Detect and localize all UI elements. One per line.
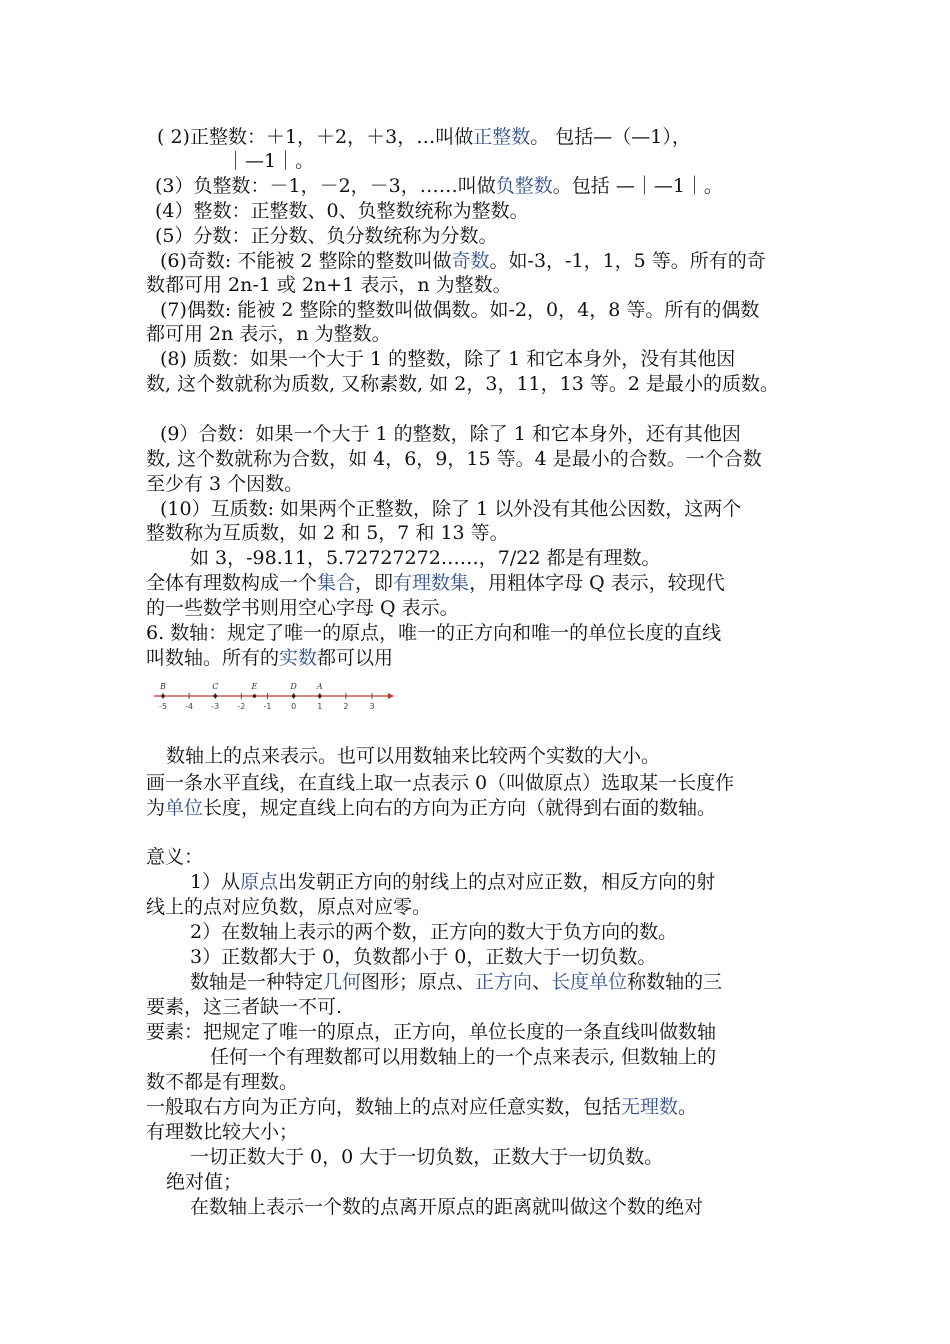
hyperlink[interactable]: 无理数: [621, 1096, 679, 1118]
text-run: 一切正数大于 0，0 大于一切负数，正数大于一切负数。: [190, 1146, 664, 1168]
text-run: 称数轴的三: [627, 971, 723, 993]
hyperlink[interactable]: 正整数: [473, 126, 531, 148]
text-run: 线上的点对应负数，原点对应零。: [146, 896, 432, 918]
line-18: [146, 571, 725, 596]
axis-arrow: [388, 693, 394, 699]
point-marker: [213, 694, 217, 698]
line-16: [146, 521, 509, 546]
tick-label: -1: [263, 702, 272, 711]
text-run: (7)偶数: 能被 2 整除的整数叫做偶数。如-2，0，4，8 等。所有的偶数: [160, 299, 760, 321]
line-8: [160, 298, 759, 323]
line-19: [146, 596, 459, 621]
line-9: [146, 322, 391, 347]
point-label: D: [290, 682, 297, 691]
point-label: C: [212, 682, 219, 691]
text-run: 一般取右方向为正方向，数轴上的点对应任意实数，包括: [146, 1096, 622, 1118]
tick-label: -4: [185, 702, 194, 711]
text-run: 6. 数轴：规定了唯一的原点，唯一的正方向和唯一的单位长度的直线: [146, 622, 722, 644]
text-run: (6)奇数: 不能被 2 整除的整数叫做: [160, 250, 452, 272]
text-run: ( 2)正整数：＋1，＋2，＋3，…叫做: [157, 126, 474, 148]
text-run: 。 包括—（—1），: [530, 126, 691, 148]
text-run: 。包括 —｜—1｜。: [552, 175, 723, 197]
line-5: [155, 224, 498, 249]
text-run: 在数轴上表示一个数的点离开原点的距离就叫做这个数的绝对: [190, 1196, 704, 1218]
text-run: 画一条水平直线，在直线上取一点表示 0（叫做原点）选取某一长度作: [146, 772, 735, 794]
text-run: 都可用 2n 表示，n 为整数。: [146, 323, 391, 345]
line-34: [146, 1070, 298, 1095]
hyperlink[interactable]: 负整数: [495, 175, 553, 197]
line-38: [166, 1170, 242, 1195]
text-run: 。如-3，-1，1，5 等。所有的奇: [489, 250, 766, 272]
point-marker: [318, 694, 322, 698]
line-26: [190, 870, 715, 895]
line-6: [160, 249, 766, 274]
line-14: [146, 472, 303, 497]
line-28: [190, 920, 677, 945]
text-run: 叫数轴。所有的: [146, 647, 280, 669]
text-run: 绝对值；: [166, 1171, 243, 1193]
text-run: 数, 这个数就称为合数，如 4，6，9，15 等。4 是最小的合数。一个合数: [146, 448, 762, 470]
point-label: E: [251, 682, 258, 691]
line-2: [226, 149, 314, 174]
line-31: [146, 995, 342, 1020]
hyperlink[interactable]: 几何: [323, 971, 362, 993]
line-33: [210, 1045, 716, 1070]
tick-label: 1: [317, 702, 323, 711]
text-run: (9）合数：如果一个大于 1 的整数，除了 1 和它本身外，还有其他因: [160, 423, 741, 445]
line-13: [146, 447, 762, 472]
hyperlink[interactable]: 有理数集: [393, 572, 470, 594]
line-20: [146, 621, 721, 646]
line-11: [146, 372, 779, 397]
text-run: 长度，规定直线上向右的方向为正方向（就得到右面的数轴。: [203, 797, 717, 819]
text-run: (10）互质数: 如果两个正整数，除了 1 以外没有其他公因数，这两个: [160, 498, 742, 520]
line-23: [146, 771, 734, 796]
point-marker: [253, 694, 257, 698]
text-run: 的一些数学书则用空心字母 Q 表示。: [146, 597, 459, 619]
text-run: ，即: [355, 572, 394, 594]
text-run: 、: [532, 971, 552, 993]
tick-label: -2: [237, 702, 246, 711]
line-1: [157, 125, 691, 150]
line-21: [146, 646, 393, 671]
line-25: [146, 845, 203, 870]
hyperlink[interactable]: 正方向: [475, 971, 533, 993]
text-run: (5）分数：正分数、负分数统称为分数。: [155, 225, 498, 247]
text-run: 有理数比较大小；: [146, 1121, 299, 1143]
line-24: [146, 796, 716, 821]
text-run: 要素，这三者缺一不可.: [146, 996, 343, 1018]
hyperlink[interactable]: 单位: [165, 797, 204, 819]
number-line-figure: [150, 676, 400, 716]
text-run: ｜—1｜。: [226, 150, 315, 172]
text-run: 2）在数轴上表示的两个数，正方向的数大于负方向的数。: [190, 921, 678, 943]
point-label: A: [316, 682, 323, 691]
text-run: 数轴上的点来表示。也可以用数轴来比较两个实数的大小。: [166, 745, 661, 767]
hyperlink[interactable]: 实数: [279, 647, 318, 669]
line-22: [166, 744, 660, 769]
text-run: 意义：: [146, 846, 204, 868]
text-run: 整数称为互质数，如 2 和 5，7 和 13 等。: [146, 522, 509, 544]
point-marker: [292, 694, 296, 698]
hyperlink[interactable]: 长度单位: [551, 971, 628, 993]
text-run: 要素：把规定了唯一的原点，正方向，单位长度的一条直线叫做数轴: [146, 1021, 717, 1043]
tick-label: 0: [291, 702, 297, 711]
text-run: 1）从: [190, 871, 241, 893]
line-3: [155, 174, 723, 199]
text-run: 数, 这个数就称为质数, 又称素数, 如 2，3，11，13 等。2 是最小的质数。: [146, 373, 779, 395]
line-7: [146, 273, 512, 298]
text-run: 。: [678, 1096, 698, 1118]
text-run: 数不都是有理数。: [146, 1071, 299, 1093]
line-10: [160, 347, 735, 372]
tick-label: 3: [369, 702, 375, 711]
text-run: 图形；原点、: [361, 971, 476, 993]
text-run: 如 3，-98.11，5.72727272……，7/22 都是有理数。: [190, 547, 661, 569]
text-run: 任何一个有理数都可以用数轴上的一个点来表示, 但数轴上的: [210, 1046, 717, 1068]
point-label: B: [160, 682, 166, 691]
tick-label: 2: [343, 702, 349, 711]
text-run: (8) 质数：如果一个大于 1 的整数，除了 1 和它本身外，没有其他因: [160, 348, 736, 370]
tick-label: -3: [211, 702, 220, 711]
line-29: [190, 945, 656, 970]
line-37: [190, 1145, 663, 1170]
hyperlink[interactable]: 奇数: [451, 250, 490, 272]
tick-label: -5: [159, 702, 167, 711]
text-run: 出发朝正方向的射线上的点对应正数，相反方向的射: [278, 871, 716, 893]
text-run: 3）正数都大于 0，负数都小于 0，正数大于一切负数。: [190, 946, 657, 968]
text-run: 都可以用: [317, 647, 394, 669]
line-39: [190, 1195, 703, 1220]
text-run: 为: [146, 797, 166, 819]
line-4: [155, 199, 529, 224]
hyperlink[interactable]: 原点: [240, 871, 279, 893]
text-run: (3）负整数：－1，－2，－3，……叫做: [155, 175, 496, 197]
text-run: 数都可用 2n-1 或 2n+1 表示，n 为整数。: [146, 274, 512, 296]
text-run: ，用粗体字母 Q 表示，较现代: [469, 572, 725, 594]
text-run: 全体有理数构成一个: [146, 572, 318, 594]
line-27: [146, 895, 431, 920]
line-35: [146, 1095, 697, 1120]
text-run: 数轴是一种特定: [190, 971, 324, 993]
line-30: [190, 970, 722, 995]
line-36: [146, 1120, 298, 1145]
point-marker: [161, 694, 165, 698]
line-15: [160, 497, 741, 522]
text-run: (4）整数：正整数、0、负整数统称为整数。: [155, 200, 529, 222]
hyperlink[interactable]: 集合: [317, 572, 356, 594]
line-32: [146, 1020, 716, 1045]
text-run: 至少有 3 个因数。: [146, 473, 304, 495]
line-17: [190, 546, 660, 571]
line-12: [160, 422, 741, 447]
